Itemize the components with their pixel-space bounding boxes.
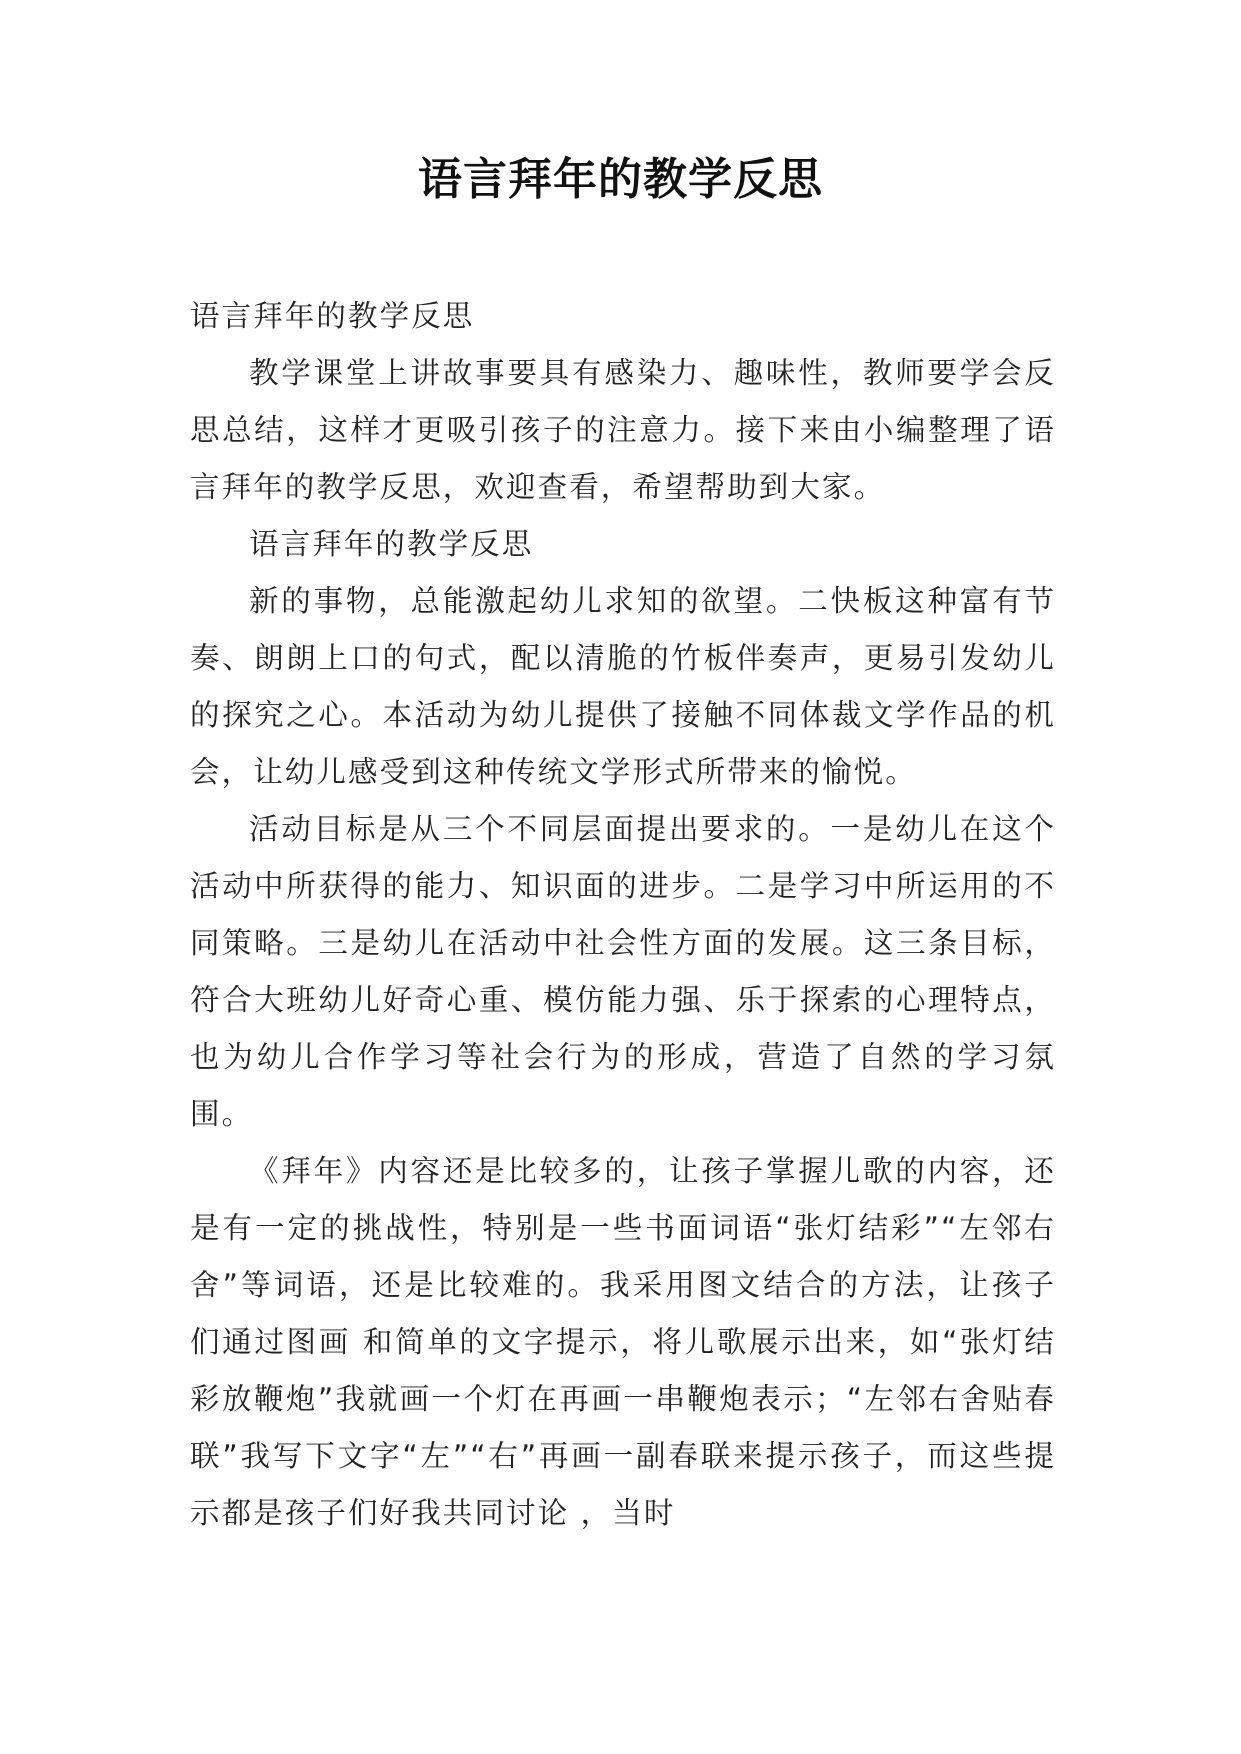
paragraph-new-things: 新的事物，总能激起幼儿求知的欲望。二快板这种富有节奏、朗朗上口的句式，配以清脆的竹板伴奏声，更易引发幼儿的探究之心。本活动为幼儿提供了接触不同体裁文学作品的机会，让幼儿感受到这种传统文学形式所带来的愉悦。: [190, 584, 1056, 789]
paragraph-intro: 教学课堂上讲故事要具有感染力、趣味性，教师要学会反思总结，这样才更吸引孩子的注意力。接下来由小编整理了语言拜年的教学反思，欢迎查看，希望帮助到大家。: [190, 356, 1056, 504]
paragraph-heading: 语言拜年的教学反思: [190, 299, 475, 333]
document-title: 语言拜年的教学反思: [418, 154, 823, 205]
paragraph-bainian-content: 《拜年》内容还是比较多的，让孩子掌握儿歌的内容，还是有一定的挑战性，特别是一些书面词语“张灯结彩”“左邻右舍”等词语，还是比较难的。我采用图文结合的方法，让孩子们通过图画 和简单的文字提示，将儿歌展示出来，如“张灯结彩放鞭炮”我就画一个灯在再画一串鞭炮表示；“左邻右舍贴春联”我写下文字“左”“右”再画一副春联来提示孩子，而这些提示都是孩子们好我共同讨论 ，当时: [190, 1154, 1056, 1530]
document-body: [190, 288, 1056, 1542]
paragraph-subheading: 语言拜年的教学反思: [249, 527, 534, 561]
paragraph-activity-goals: 活动目标是从三个不同层面提出要求的。一是幼儿在这个活动中所获得的能力、知识面的进步。二是学习中所运用的不同策略。三是幼儿在活动中社会性方面的发展。这三条目标，符合大班幼儿好奇心重、模仿能力强、乐于探索的心理特点，也为幼儿合作学习等社会行为的形成，营造了自然的学习氛围。: [190, 812, 1056, 1131]
